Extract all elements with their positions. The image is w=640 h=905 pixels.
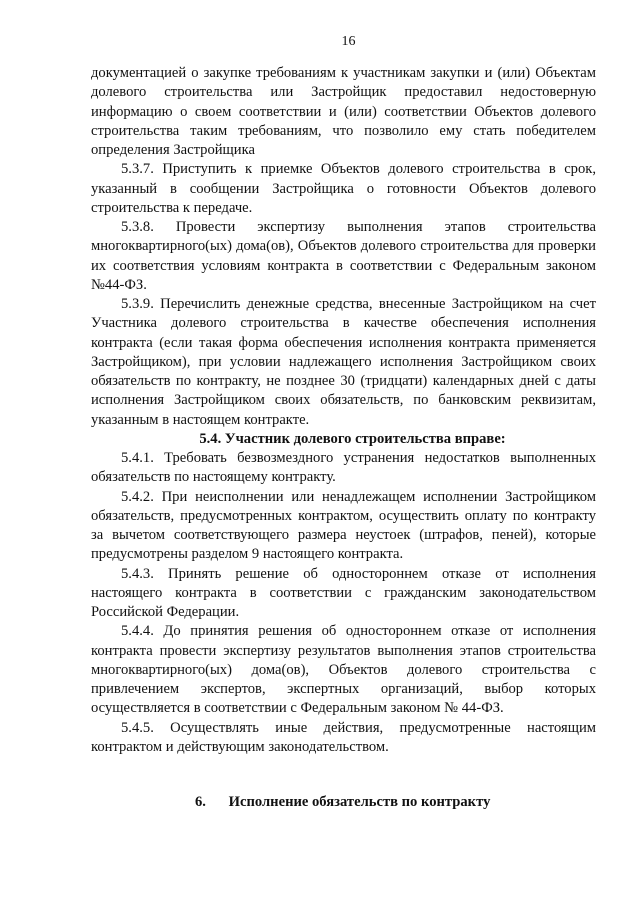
section-number: 6.: [195, 794, 206, 810]
document-body: [91, 64, 596, 812]
paragraph-5-3-7: 5.3.7. Приступить к приемке Объектов долевого строительства в срок, указанный в сообщении Застройщика о готовности Объектов долевого строительства к передаче.: [91, 161, 596, 216]
subsection-heading-5-4: 5.4. Участник долевого строительства вправе:: [199, 430, 506, 447]
paragraph-5-3-8: 5.3.8. Провести экспертизу выполнения этапов строительства многоквартирного(ых) дома(ов), Объектов долевого строительства для проверки их соответствия условиям контракта в соответствии с Федеральным законом №44-ФЗ.: [91, 219, 596, 293]
paragraph-5-4-1: 5.4.1. Требовать безвозмездного устранения недостатков выполненных обязательств по настоящему контракту.: [91, 450, 596, 486]
paragraph-5-4-3: 5.4.3. Принять решение об одностороннем отказе от исполнения настоящего контракта в соответствии с гражданским законодательством Российской Федерации.: [91, 565, 596, 620]
paragraph-5-4-2: 5.4.2. При неисполнении или ненадлежащем исполнении Застройщиком обязательств, предусмотренных контрактом, осуществить оплату по контракту за вычетом соответствующего размера неустоек (штрафов, пеней), которые предусмотрены разделом 9 настоящего контракта.: [91, 488, 596, 563]
section-heading-6: [91, 793, 596, 812]
paragraph-5-4-5: 5.4.5. Осуществлять иные действия, предусмотренные настоящим контрактом и действующим законодательством.: [91, 719, 596, 755]
paragraph-5-4-4: 5.4.4. До принятия решения об одностороннем отказе от исполнения контракта провести экспертизу результатов выполнения этапов строительства многоквартирного(ых) дома(ов), Объектов долевого строительства с привлечением экспертов, экспертных организаций, выбор которых осуществляется в соответствии с Федеральным законом № 44-ФЗ.: [91, 623, 596, 717]
paragraph-5-3-9: 5.3.9. Перечислить денежные средства, внесенные Застройщиком на счет Участника долевого строительства в качестве обеспечения исполнения контракта (если такая форма обеспечения исполнения контракта применяется Застройщиком), при условии надлежащего исполнения Застройщиком своих обязательств по контракту, не позднее 30 (тридцати) календарных дней с даты исполнения Застройщиком своих обязательств, по банковским реквизитам, указанным в настоящем контракте.: [91, 296, 596, 428]
section-title: Исполнение обязательств по контракту: [228, 794, 491, 810]
paragraph-continuation: документацией о закупке требованиям к участникам закупки и (или) Объектам долевого строительства или Застройщик предоставил недостоверную информацию о своем соответствии и (или) соответствии Объектов долевого строительства таким требованиям, что позволило ему стать победителем определения Застройщика: [91, 65, 596, 158]
page-number: 16: [341, 34, 356, 49]
